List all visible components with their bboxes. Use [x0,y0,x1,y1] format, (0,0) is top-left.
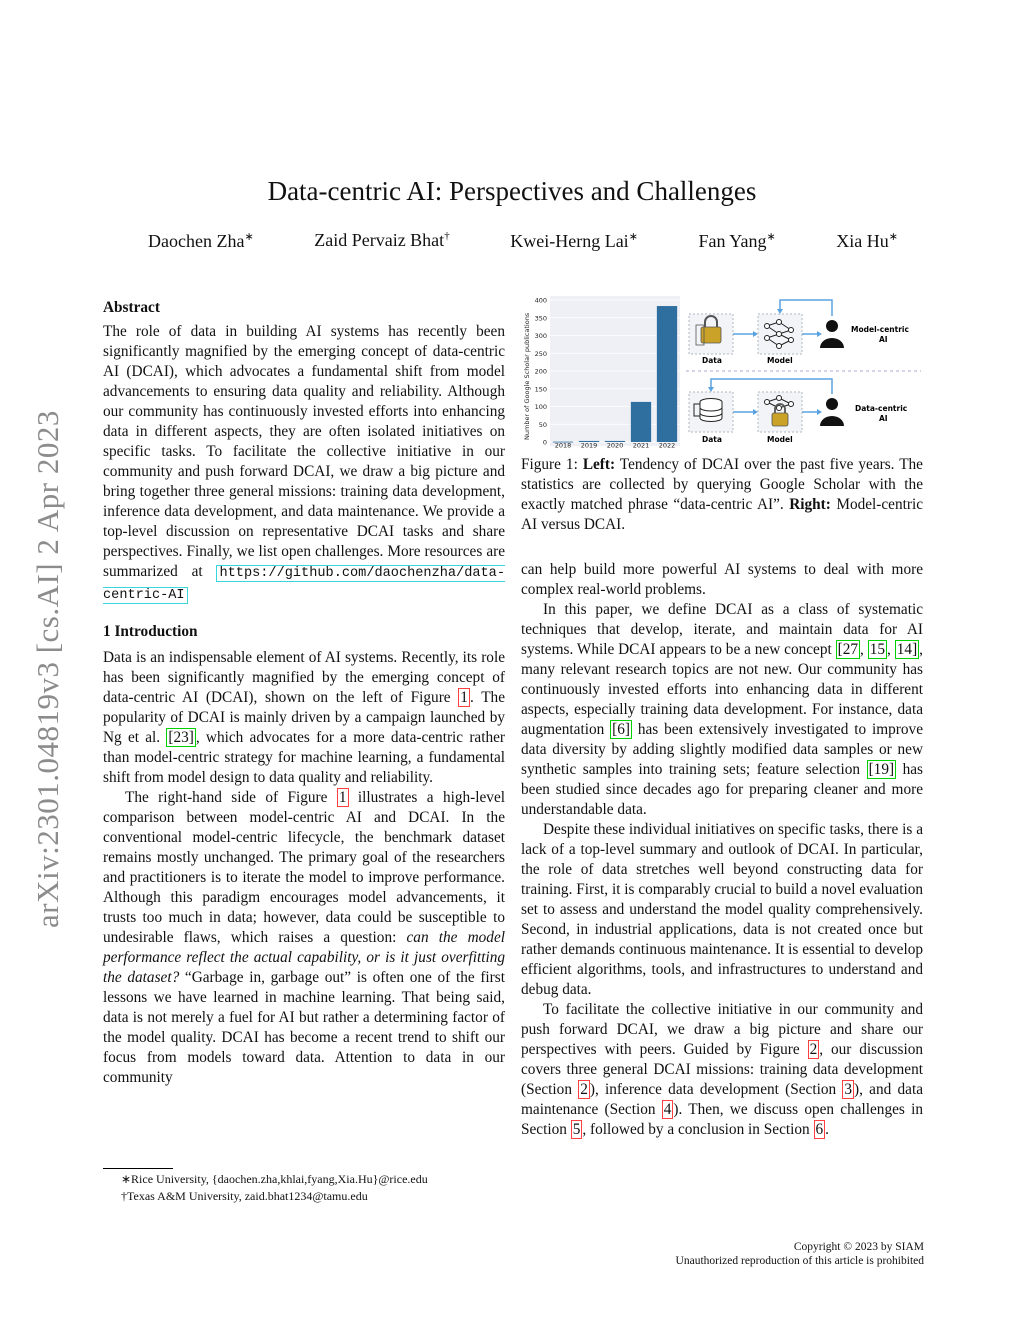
intro-paragraph: Data is an indispensable element of AI systems. Recently, its role has been significantly magnified by the emerging concept of data-centric AI (DCAI), shown on the left of Figure 1 . The popularity of DCAI is mainly driven by a campaign launched by Ng et al. [23] , which advocates for a more data-centric rather than model-centric strategy for machine learning, a fundamental shift from model design to data quality and reliability. [103,649,505,786]
y-tick-label: 150 [534,385,547,394]
section-ref-link[interactable]: 5 [572,1121,581,1138]
section-heading: 1 Introduction [103,623,198,640]
footnotes [103,1168,505,1205]
citation-link[interactable]: 14] [896,641,918,658]
citation-link[interactable]: 15 [869,641,886,658]
model-centric-label: Model-centric [851,325,909,334]
x-tick-label: 2021 [632,441,650,450]
arxiv-id-text: arXiv:2301.04819v3 [cs.AI] 2 Apr 2023 [30,410,65,928]
author: Xia Hu∗ [836,231,898,251]
x-tick-label: 2019 [580,441,598,450]
y-tick-label: 350 [534,314,547,323]
body-paragraph: To facilitate the collective initiative in our community and push forward DCAI, we draw a big picture and share our perspectives with peers. Guided by Figure 2 , our discussion covers three general DCAI missions: training data development (Section 2 ), inference data development (Section 3 ), and data maintenance (Section 4 ). Then, we discuss open challenges in Section 5 , followed by a conclusion in Section 6 . [521,1001,923,1138]
section-ref-link[interactable]: 4 [663,1101,672,1118]
arrow-head [708,387,714,392]
section-ref-link[interactable]: 3 [844,1081,853,1098]
citation-link[interactable]: [23] [168,729,194,746]
x-tick-label: 2018 [554,441,572,450]
footnote-rule [103,1168,173,1169]
figure-svg [521,292,926,450]
copyright-line: Copyright © 2023 by SIAM [793,1241,924,1253]
model-label: Model [767,356,793,365]
x-tick-label: 2022 [658,441,676,450]
model-centric-label: AI [879,335,888,344]
body-paragraph: can help build more powerful AI systems to deal with more complex real-world problems. [521,561,923,598]
arrow-head [753,331,758,337]
y-tick-label: 400 [534,296,547,305]
y-tick-label: 300 [534,332,547,340]
arrow-head [817,331,822,337]
copyright-line: Unauthorized reproduction of this article is prohibited [675,1255,924,1267]
copyright-notice [676,1240,924,1268]
abstract-text: The role of data in building AI systems has recently been significantly magnified by the emerging concept of data-centric AI (DCAI), which advocates a fundamental shift from model advancements to ensuring data quality and reliability. Although our community has continuously invested efforts into enhancing data in different aspects, they are often isolated initiatives on specific tasks. To facilitate the collective initiative in our community and push forward DCAI, we draw a big picture and bring together three general missions: training data development, inference data development, and data maintenance. We provide a top-level discussion on representative DCAI tasks and share perspectives. Finally, we list open challenges. More resources are summarized at https://github.com/daochenzha/data-centric-AI [103,323,505,603]
arrow-head [777,309,783,314]
paper-title: Data-centric AI: Perspectives and Challenges [267,176,757,206]
citation-link[interactable]: [6] [612,721,630,738]
data-label: Data [702,435,722,444]
user-icon [820,398,844,426]
author: Zaid Pervaiz Bhat† [314,230,450,250]
y-tick-label: 100 [534,403,547,411]
abstract-heading: Abstract [103,299,160,316]
y-tick-label: 50 [538,420,547,429]
data-label: Data [702,356,722,365]
author: Daochen Zha∗ [148,231,254,251]
footnote: ∗Rice University, {daochen.zha,khlai,fyang,Xia.Hu}@rice.edu [121,1172,428,1186]
author: Fan Yang∗ [698,231,776,251]
left-column [103,298,505,1088]
body-paragraph: Despite these individual initiatives on specific tasks, there is a lack of a top-level summary and outlook of DCAI. In particular, the role of data stretches well beyond constructing data for training. First, it is comparably crucial to build a novel evaluation set to assess and understand the model quality comprehensively. Second, in industrial applications, data is not created once but rather demands continuous maintenance. It is essential to develop efficient algorithms, tools, and infrastructures to understand and debug data. [521,821,923,998]
citation-link[interactable]: [19] [868,761,895,778]
user-icon [820,320,844,348]
model-label: Model [767,435,793,444]
data-centric-row [689,379,907,444]
arrow-head [753,409,758,415]
figure-caption: Figure 1: Left: Tendency of DCAI over the past five years. The statistics are collected by querying Google Scholar with the exactly matched phrase “data-centric AI”. Right: Model-centric AI versus DCAI. [521,456,924,533]
chart-yticks [535,297,547,447]
arxiv-identifier [30,368,65,928]
body-paragraph: In this paper, we define DCAI as a class of systematic techniques that develop, iterate, and maintain data for AI systems. While DCAI appears to be a new concept [27 , 15 , 14] , many relevant research topics are not new. Our community has continuously invested efforts into enhancing data in different aspects, especially training data development. For instance, data augmentation [6] has been extensively investigated to improve data diversity by adding slightly modified data samples or new synthetic samples into training sets; feature selection [19] has been studied since decades ago for preparing cleaner and more understandable data. [521,601,923,818]
resources-link[interactable]: https://github.com/daochenzha/data-centric-AI [103,566,505,603]
y-tick-label: 250 [534,349,547,358]
figure-ref-link[interactable]: 1 [338,789,347,806]
bar-2022 [657,306,677,442]
data-centric-label: Data-centric [855,404,908,413]
citation-link[interactable]: [27 [837,641,859,658]
y-tick-label: 0 [542,438,547,447]
footnote: †Texas A&M University, zaid.bhat1234@tamu.edu [121,1189,368,1203]
figure-ref-link[interactable]: 2 [809,1041,818,1058]
author-list [148,230,898,252]
intro-paragraph: The right-hand side of Figure 1 illustrates a high-level comparison between model-centric AI and DCAI. In the conventional model-centric lifecycle, the benchmark dataset remains mostly unchanged. The primary goal of the researchers and practitioners is to iterate the model to improve performance. Although this paradigm encourages model advancements, it trusts too much in data; however, data could be susceptible to undesirable flaws, which raises a question: can the model performance reflect the actual capability, or is it just overfitting the dataset? “Garbage in, garbage out” is often one of the first lessons we have learned in machine learning. That being said, data is not merely a fuel for AI but rather a determining factor of the model quality. DCAI has become a recent trend to shift our focus from models toward data. Attention to data in our community [103,789,505,1086]
bar-2021 [631,402,651,442]
right-column [521,560,923,1140]
y-tick-label: 200 [534,367,547,376]
data-centric-label: AI [879,414,888,423]
figure-1 [521,292,926,450]
section-ref-link[interactable]: 2 [580,1081,588,1098]
x-tick-label: 2020 [606,441,624,450]
chart-ylabel: Number of Google Scholar publications [523,312,531,440]
section-ref-link[interactable]: 6 [815,1121,824,1138]
figure-ref-link[interactable]: 1 [460,689,468,706]
model-centric-row [689,300,909,365]
author: Kwei-Herng Lai∗ [510,231,638,251]
arrow-head [817,409,822,415]
